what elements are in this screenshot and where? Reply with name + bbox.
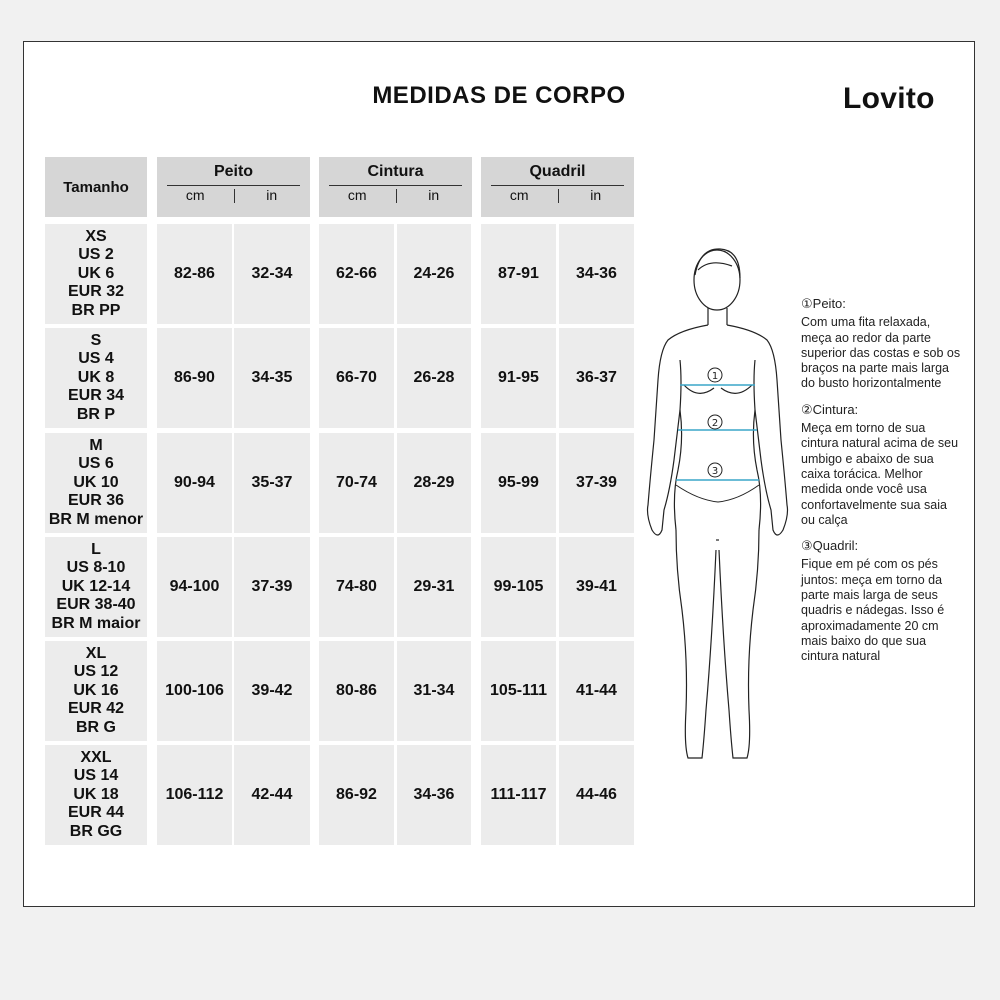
size-label-line: UK 18 (73, 785, 119, 803)
note-text-cintura: Meça em torno de sua cintura natural acima de seu umbigo e abaixo de sua caixa torácica. Melhor medida onde você usa confortavelmente sua saia ou calça (801, 421, 959, 527)
size-label-line: EUR 42 (67, 700, 125, 718)
size-label-line: BR M menor (48, 510, 144, 528)
size-label-line: BR G (76, 718, 116, 736)
measurement-cell: 94-100 (157, 537, 232, 637)
measurement-cell: 70-74 (319, 433, 394, 533)
measurement-cell: 35-37 (234, 433, 310, 533)
measurement-cell: 62-66 (319, 224, 394, 324)
waist-marker: 2 (711, 418, 719, 429)
measurement-cell: 91-95 (481, 328, 556, 428)
size-label-line: US 2 (78, 246, 114, 264)
measurement-cell: 26-28 (397, 328, 471, 428)
size-label-line: UK 8 (77, 368, 115, 386)
note-text-peito: Com uma fita relaxada, meça ao redor da parte superior das costas e sob os braços na parte mais larga do busto horizontalmente (801, 315, 961, 391)
size-label-line: S (90, 331, 102, 349)
measurement-cell: 44-46 (559, 745, 634, 845)
unit-cm-label: cm (347, 187, 367, 203)
measurement-cell: 32-34 (234, 224, 310, 324)
size-label-line: BR PP (71, 301, 121, 319)
measurement-cell: 74-80 (319, 537, 394, 637)
size-label-line: XL (85, 644, 107, 662)
size-label-line: UK 6 (77, 264, 115, 282)
size-label-line: UK 10 (73, 473, 119, 491)
unit-cm-label: cm (185, 187, 205, 203)
size-cell (45, 537, 147, 637)
measurement-cell: 37-39 (559, 433, 634, 533)
measurement-cell: 37-39 (234, 537, 310, 637)
size-cell (45, 224, 147, 324)
note-heading-quadril: ③Quadril: (801, 538, 859, 554)
body-figure-illustration (640, 240, 795, 765)
measurement-cell: 86-90 (157, 328, 232, 428)
column-group-label: Cintura (367, 163, 424, 180)
column-group-cintura (319, 157, 472, 217)
size-label-line: US 14 (73, 767, 119, 785)
size-label-line: EUR 38-40 (56, 596, 136, 614)
note-text-quadril: Fique em pé com os pés juntos: meça em torno da parte mais larga de seus quadris e nádegas. Isso é aproximadamente 20 cm mais baixo do que sua cintura natural (801, 557, 945, 664)
size-label-line: BR P (76, 405, 116, 423)
column-group-peito (157, 157, 310, 217)
size-column-header: Tamanho (45, 157, 147, 217)
size-label-line: EUR 36 (67, 492, 125, 510)
size-label-line: XXL (80, 748, 112, 766)
size-label-line: EUR 34 (67, 387, 125, 405)
column-group-label: Peito (213, 163, 254, 180)
size-label-line: BR M maior (51, 614, 141, 632)
size-label-line: XS (85, 227, 107, 245)
size-label-line: M (89, 436, 103, 454)
measurement-cell: 39-42 (234, 641, 310, 741)
measurement-cell: 31-34 (397, 641, 471, 741)
measurement-cell: 28-29 (397, 433, 471, 533)
measurement-cell: 42-44 (234, 745, 310, 845)
size-cell (45, 745, 147, 845)
measurement-cell: 100-106 (157, 641, 232, 741)
page-title: MEDIDAS DE CORPO (372, 82, 626, 109)
unit-in-label: in (266, 187, 278, 203)
measurement-cell: 105-111 (481, 641, 556, 741)
measurement-cell: 80-86 (319, 641, 394, 741)
measurement-cell: 34-36 (397, 745, 471, 845)
note-heading-cintura: ②Cintura: (801, 401, 859, 417)
size-label-line: EUR 32 (67, 283, 125, 301)
measurement-cell: 24-26 (397, 224, 471, 324)
measurement-cell: 39-41 (559, 537, 634, 637)
measurement-cell: 29-31 (397, 537, 471, 637)
measurement-instructions (801, 296, 961, 665)
size-label-line: EUR 44 (67, 804, 125, 822)
note-heading-peito: ①Peito: (801, 296, 846, 311)
measurement-cell: 34-35 (234, 328, 310, 428)
measurement-cell: 111-117 (481, 745, 556, 845)
size-label-line: US 12 (73, 663, 119, 681)
measurement-cell: 82-86 (157, 224, 232, 324)
size-label-line: L (91, 540, 101, 558)
measurement-cell: 106-112 (157, 745, 232, 845)
measurement-cell: 86-92 (319, 745, 394, 845)
size-label-line: UK 12-14 (61, 577, 131, 595)
measurement-cell: 66-70 (319, 328, 394, 428)
size-label-line: BR GG (69, 822, 123, 840)
measurement-cell: 99-105 (481, 537, 556, 637)
bust-marker: 1 (711, 371, 719, 382)
size-label-line: US 4 (78, 350, 114, 368)
unit-cm-label: cm (509, 187, 529, 203)
size-cell (45, 328, 147, 428)
unit-in-label: in (590, 187, 602, 203)
size-label-line: UK 16 (73, 681, 119, 699)
hip-marker: 3 (711, 466, 719, 477)
unit-in-label: in (428, 187, 440, 203)
size-cell (45, 433, 147, 533)
measurement-cell: 36-37 (559, 328, 634, 428)
measurement-cell: 34-36 (559, 224, 634, 324)
measurement-cell: 90-94 (157, 433, 232, 533)
column-group-quadril (481, 157, 634, 217)
measurement-cell: 41-44 (559, 641, 634, 741)
size-label-line: US 8-10 (66, 559, 126, 577)
size-cell (45, 641, 147, 741)
size-label-line: US 6 (78, 455, 114, 473)
measurement-cell: 87-91 (481, 224, 556, 324)
brand-logo: Lovito (843, 82, 935, 115)
measurement-cell: 95-99 (481, 433, 556, 533)
column-group-label: Quadril (529, 163, 586, 180)
